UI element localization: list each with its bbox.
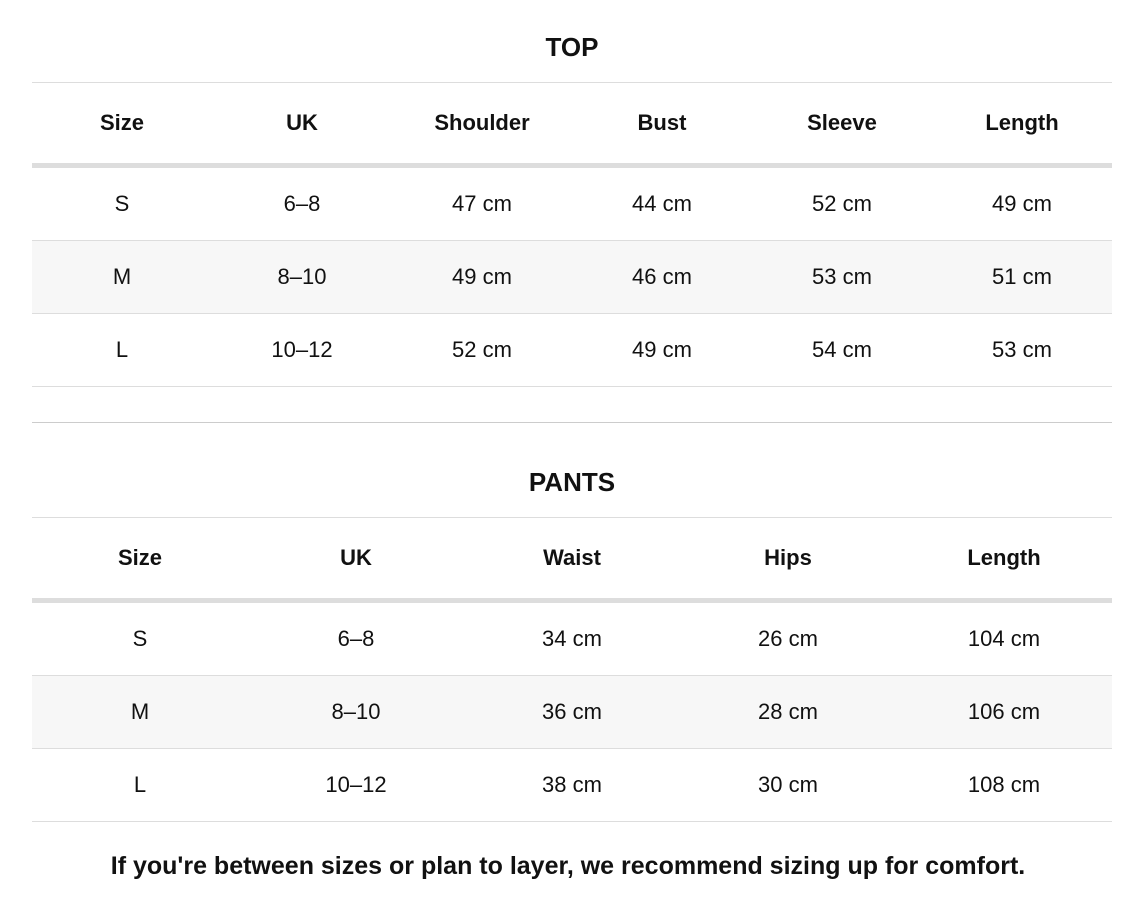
pants-cell: 104 cm: [896, 601, 1112, 676]
table-row: [32, 601, 1112, 676]
pants-cell: 6–8: [248, 601, 464, 676]
top-cell: 44 cm: [572, 166, 752, 241]
top-header-bust: Bust: [572, 83, 752, 166]
sizing-note: If you're between sizes or plan to layer, we recommend sizing up for comfort.: [110, 852, 1026, 880]
top-size-table: [32, 82, 1112, 387]
section-divider: [32, 422, 1112, 423]
table-row: [32, 749, 1112, 822]
top-cell: 53 cm: [752, 241, 932, 314]
pants-header-uk: UK: [248, 518, 464, 601]
top-cell: 8–10: [212, 241, 392, 314]
pants-header-waist: Waist: [464, 518, 680, 601]
top-cell: 47 cm: [392, 166, 572, 241]
top-header-uk: UK: [212, 83, 392, 166]
top-cell: 6–8: [212, 166, 392, 241]
top-header-shoulder: Shoulder: [392, 83, 572, 166]
pants-cell: 26 cm: [680, 601, 896, 676]
pants-cell: 28 cm: [680, 676, 896, 749]
pants-header-row: [32, 518, 1112, 601]
top-cell: 10–12: [212, 314, 392, 387]
top-cell: 51 cm: [932, 241, 1112, 314]
pants-cell: L: [32, 749, 248, 822]
pants-cell: 30 cm: [680, 749, 896, 822]
top-cell: S: [32, 166, 212, 241]
top-cell: 52 cm: [392, 314, 572, 387]
top-header-size: Size: [32, 83, 212, 166]
pants-header-size: Size: [32, 518, 248, 601]
pants-cell: 108 cm: [896, 749, 1112, 822]
pants-cell: 8–10: [248, 676, 464, 749]
top-header-row: [32, 83, 1112, 166]
pants-cell: 38 cm: [464, 749, 680, 822]
pants-cell: S: [32, 601, 248, 676]
table-row: [32, 241, 1112, 314]
pants-header-hips: Hips: [680, 518, 896, 601]
pants-cell: 36 cm: [464, 676, 680, 749]
pants-cell: 34 cm: [464, 601, 680, 676]
pants-size-table: [32, 517, 1112, 822]
top-header-sleeve: Sleeve: [752, 83, 932, 166]
top-cell: 49 cm: [392, 241, 572, 314]
top-cell: 46 cm: [572, 241, 752, 314]
top-cell: L: [32, 314, 212, 387]
table-row: [32, 676, 1112, 749]
table-row: [32, 166, 1112, 241]
pants-cell: 106 cm: [896, 676, 1112, 749]
top-cell: M: [32, 241, 212, 314]
top-cell: 52 cm: [752, 166, 932, 241]
top-cell: 54 cm: [752, 314, 932, 387]
pants-cell: M: [32, 676, 248, 749]
pants-title: PANTS: [528, 467, 616, 497]
top-cell: 49 cm: [572, 314, 752, 387]
pants-header-length: Length: [896, 518, 1112, 601]
top-cell: 49 cm: [932, 166, 1112, 241]
top-title: TOP: [545, 32, 599, 62]
table-row: [32, 314, 1112, 387]
top-header-length: Length: [932, 83, 1112, 166]
top-cell: 53 cm: [932, 314, 1112, 387]
pants-cell: 10–12: [248, 749, 464, 822]
